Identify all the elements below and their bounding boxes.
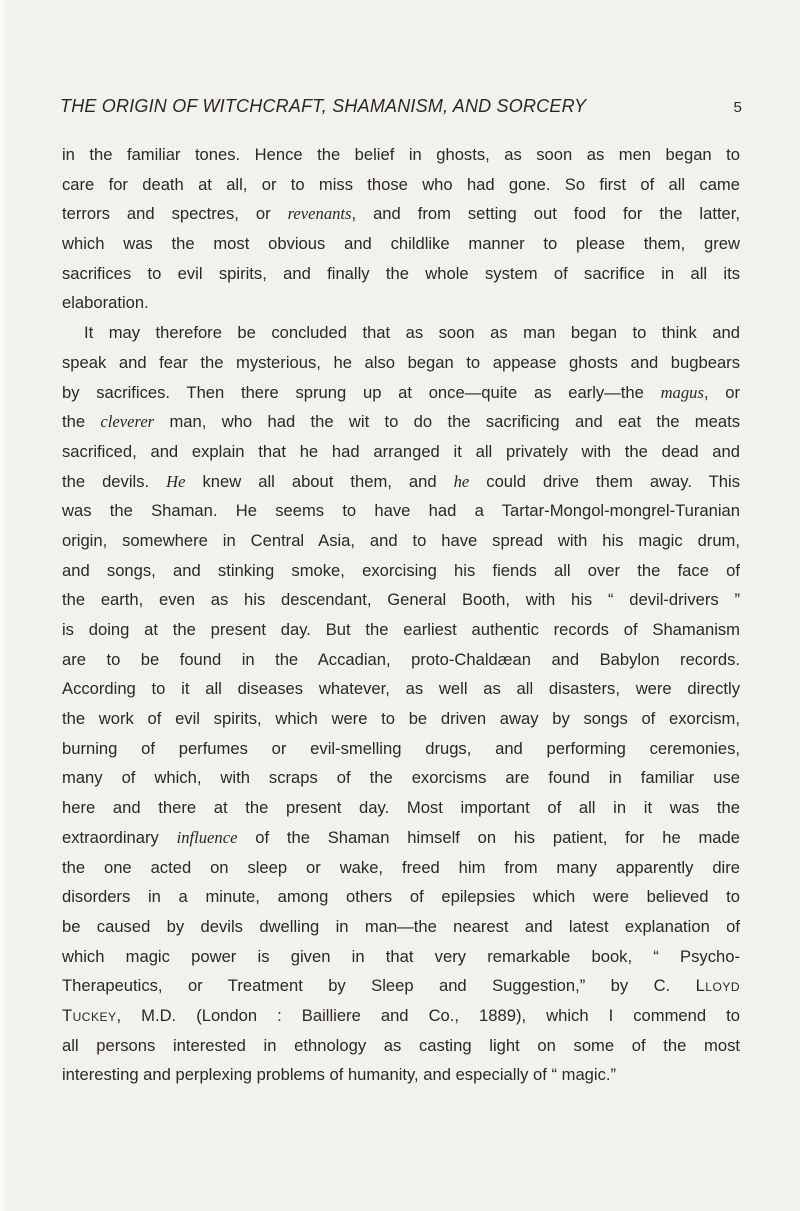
text-line <box>62 674 740 704</box>
text-line <box>62 318 740 348</box>
running-header <box>60 96 742 117</box>
text-segment: the devils. <box>62 471 167 491</box>
text-line <box>62 734 740 764</box>
text-segment: the work of evil spirits, which were to be driven away by songs of exorcism, <box>62 709 740 729</box>
text-segment: all persons interested in ethnology as casting light on some of the most <box>62 1035 740 1055</box>
page-number: 5 <box>733 99 742 116</box>
page-edge <box>0 0 9 1211</box>
text-line <box>62 407 740 437</box>
text-segment: It may therefore be concluded that as soon as man began to think and <box>84 323 740 343</box>
text-line <box>62 704 740 734</box>
text-line <box>62 615 740 645</box>
text-line <box>62 229 740 259</box>
text-line <box>62 348 740 378</box>
text-segment: elaboration. <box>62 293 149 313</box>
text-line <box>62 526 740 556</box>
small-caps-text: Tuckey <box>62 1005 117 1025</box>
text-line <box>62 585 740 615</box>
text-segment: extraordinary <box>62 827 177 847</box>
text-segment: knew all about them, and <box>185 471 454 491</box>
text-segment: man, who had the wit to do the sacrificing and eat the meats <box>154 412 740 432</box>
text-segment: terrors and spectres, or <box>62 204 288 224</box>
italic-text: cleverer <box>100 412 155 432</box>
text-line <box>62 763 740 793</box>
text-line <box>62 496 740 526</box>
text-line <box>62 942 740 972</box>
small-caps-text: Lloyd <box>695 976 740 996</box>
text-segment: care for death at all, or to miss those who had gone. So first of all came <box>62 174 740 194</box>
text-segment: be caused by devils dwelling in man—the nearest and latest explanation of <box>62 916 740 936</box>
text-segment: the one acted on sleep or wake, freed him from many apparently dire <box>62 857 740 877</box>
text-segment: in the familiar tones. Hence the belief in ghosts, as soon as men began to <box>62 145 740 164</box>
running-title: THE ORIGIN OF WITCHCRAFT, SHAMANISM, AND SORCERY <box>60 96 587 116</box>
text-segment: , or <box>703 382 741 402</box>
text-line <box>62 259 740 289</box>
text-segment: which was the most obvious and childlike manner to please them, grew <box>62 234 740 254</box>
text-line <box>62 1031 740 1061</box>
italic-text: influence <box>176 827 238 847</box>
text-segment: of the Shaman himself on his patient, for he made <box>237 827 740 847</box>
text-segment: , and from setting out food for the latter, <box>351 204 741 224</box>
text-segment: speak and fear the mysterious, he also began to appease ghosts and bugbears <box>62 352 740 372</box>
text-segment: and songs, and stinking smoke, exorcising his fiends all over the face of <box>62 560 740 580</box>
text-line <box>62 170 740 200</box>
text-segment: interesting and perplexing problems of humanity, and especially of “ magic.” <box>62 1065 617 1085</box>
text-line <box>62 556 740 586</box>
text-line <box>62 882 740 912</box>
text-segment: sacrificed, and explain that he had arranged it all privately with the dead and <box>62 441 740 461</box>
text-line <box>62 645 740 675</box>
italic-text: He <box>166 471 186 491</box>
text-line <box>62 853 740 883</box>
text-line <box>62 823 740 853</box>
text-line <box>62 1001 740 1031</box>
text-segment: disorders in a minute, among others of epilepsies which were believed to <box>62 887 740 907</box>
text-segment: is doing at the present day. But the earliest authentic records of Shamanism <box>62 620 740 639</box>
text-segment: , M.D. (London : Bailliere and Co., 1889), which I commend to <box>116 1005 740 1025</box>
text-segment: was the Shaman. He seems to have had a Tartar-Mongol-mongrel-Turanian <box>62 501 740 521</box>
text-segment: are to be found in the Accadian, proto-Chaldæan and Babylon records. <box>62 649 740 669</box>
text-segment: the <box>62 412 101 432</box>
italic-text: he <box>453 471 470 491</box>
text-line <box>62 437 740 467</box>
text-segment: by sacrifices. Then there sprung up at once—quite as early—the <box>62 382 661 402</box>
text-line <box>62 378 740 408</box>
text-segment: burning of perfumes or evil-smelling drugs, and performing ceremonies, <box>62 738 740 758</box>
italic-text: revenants <box>287 204 352 224</box>
text-line <box>62 793 740 823</box>
text-line <box>62 288 740 318</box>
text-segment: Therapeutics, or Treatment by Sleep and Suggestion,” by C. <box>62 976 696 996</box>
text-segment: origin, somewhere in Central Asia, and to have spread with his magic drum, <box>62 530 740 550</box>
text-segment: many of which, with scraps of the exorcisms are found in familiar use <box>62 768 740 788</box>
text-segment: the earth, even as his descendant, General Booth, with his “ devil-drivers ” <box>62 590 740 610</box>
italic-text: magus <box>660 382 704 402</box>
text-segment: sacrifices to evil spirits, and finally the whole system of sacrifice in all its <box>62 263 740 283</box>
text-line <box>62 912 740 942</box>
text-line <box>62 971 740 1001</box>
text-segment: which magic power is given in that very remarkable book, “ Psycho- <box>62 946 740 966</box>
body-text <box>62 140 740 1090</box>
text-line <box>62 199 740 229</box>
text-segment: According to it all diseases whatever, as well as all disasters, were directly <box>62 679 740 699</box>
text-segment: could drive them away. This <box>469 471 740 491</box>
text-line <box>62 467 740 497</box>
text-line <box>62 1060 740 1090</box>
text-line <box>62 140 740 170</box>
text-segment: here and there at the present day. Most important of all in it was the <box>62 798 740 818</box>
